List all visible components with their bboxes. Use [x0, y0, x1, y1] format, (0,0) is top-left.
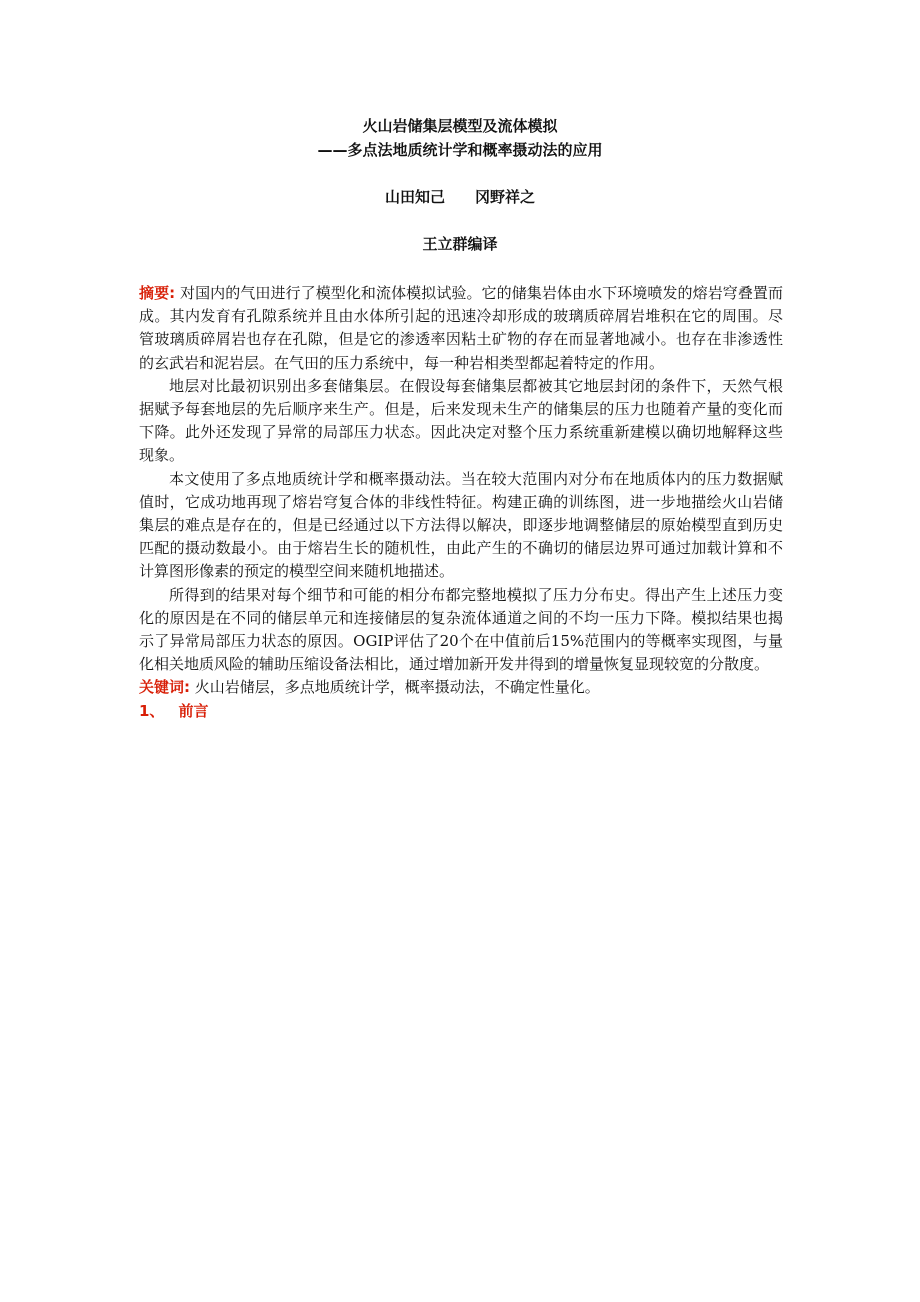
section-number: 1、 [139, 701, 165, 720]
author-2: 冈野祥之 [475, 188, 536, 206]
abstract-paragraph-2: 地层对比最初识别出多套储集层。在假设每套储集层都被其它地层封闭的条件下，天然气根据赋予每套地层的先后顺序来生产。但是，后来发现未生产的储集层的压力也随着产量的变化而下降。此外还发现了异常的局部压力状态。因此决定对整个压力系统重新建模以确切地解释这些现象。 [139, 376, 783, 465]
document-subtitle: ——多点法地质统计学和概率摄动法的应用 [317, 141, 603, 159]
section-title: 前言 [178, 701, 209, 720]
body-text [139, 282, 783, 723]
section-heading-1 [139, 700, 783, 723]
authors-line [0, 186, 920, 207]
document-title: 火山岩储集层模型及流体模拟 [362, 117, 558, 135]
abstract-paragraph-4: 所得到的结果对每个细节和可能的相分布都完整地模拟了压力分布史。得出产生上述压力变化的原因是在不同的储层单元和连接储层的复杂流体通道之间的不均一压力下降。模拟结果也揭示了异常局部压力状态的原因。OGIP评估了20个在中值前后15%范围内的等概率实现图，与量化相关地质风险的辅助压缩设备法相比，通过增加新开发井得到的增量恢复显现较宽的分散度。 [139, 585, 783, 674]
abstract-paragraph-3: 本文使用了多点地质统计学和概率摄动法。当在较大范围内对分布在地质体内的压力数据赋值时，它成功地再现了熔岩穹复合体的非线性特征。构建正确的训练图，进一步地描绘火山岩储集层的难点是存在的，但是已经通过以下方法得以解决，即逐步地调整储层的原始模型直到历史匹配的摄动数最小。由于熔岩生长的随机性，由此产生的不确切的储层边界可通过加载计算和不计算图形像素的预定的模型空间来随机地描述。 [139, 469, 783, 581]
keywords-text: 火山岩储层，多点地质统计学，概率摄动法，不确定性量化。 [194, 678, 600, 697]
author-1: 山田知己 [384, 188, 445, 206]
abstract-text-1: 对国内的气田进行了模型化和流体模拟试验。它的储集岩体由水下环境喷发的熔岩穹叠置而成。其内发育有孔隙系统并且由水体所引起的迅速冷却形成的玻璃质碎屑岩堆积在它的周围。尽管玻璃质碎屑岩也存在孔隙，但是它的渗透率因粘土矿物的存在而显著地减小。也存在非渗透性的玄武岩和泥岩层。在气田的压力系统中，每一种岩相类型都起着特定的作用。 [139, 284, 783, 372]
translator-line: 王立群编译 [422, 235, 498, 253]
keywords-line [139, 676, 783, 699]
keywords-label: 关键词: [139, 678, 190, 697]
abstract-paragraph-1 [139, 282, 783, 375]
abstract-label: 摘要: [139, 284, 176, 302]
